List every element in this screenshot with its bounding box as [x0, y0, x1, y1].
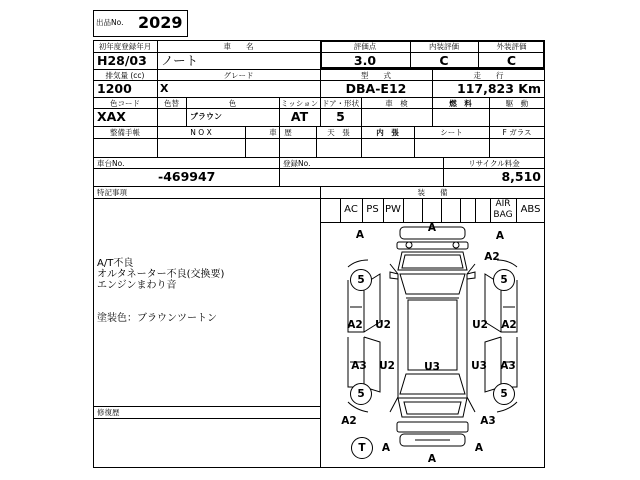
color-code-label: 色コード: [110, 99, 140, 108]
recycle-value: 8,510: [501, 169, 541, 184]
note-line: A/T不良: [97, 258, 134, 269]
interior-value: C: [439, 53, 449, 68]
fuel-label: 燃 料: [449, 99, 472, 108]
score-label: 評価点: [353, 42, 377, 51]
damage-rear-left: A: [381, 442, 391, 454]
doors-value: 5: [336, 109, 345, 124]
damage-left-door-front: A2: [347, 319, 363, 331]
equipment-ps: PS: [366, 204, 379, 215]
tire-front-left: 5: [350, 269, 372, 291]
score-value: 3.0: [353, 53, 377, 68]
transmission-label: ミッション: [280, 99, 319, 108]
damage-rear-right: A: [474, 442, 484, 454]
repair-label: 修復歴: [97, 408, 120, 417]
equipment-ac: AC: [344, 204, 358, 215]
damage-left-door-front-u: U2: [375, 319, 391, 331]
inspection-label: 車 検: [385, 99, 408, 108]
damage-front-center: A: [427, 222, 437, 234]
displacement-label: 排気量 (cc): [105, 71, 145, 80]
color-label: 色: [228, 99, 237, 108]
chassis-label: 車台No.: [97, 159, 125, 168]
damage-right-rear-door: A3: [500, 360, 516, 372]
grade-label: グレード: [223, 71, 254, 80]
tire-rear-left: 5: [350, 383, 372, 405]
notes-label: 特記事項: [97, 188, 127, 197]
damage-right-door-front: A2: [501, 319, 517, 331]
model-value: DBA-E12: [345, 81, 407, 96]
manual-label: 整備手帳: [110, 128, 140, 137]
equipment-label: 装 備: [417, 188, 448, 197]
lot-number: 2029: [138, 13, 183, 32]
mileage-label: 走 行: [473, 71, 504, 80]
damage-left-rear-door-u: U2: [379, 360, 395, 372]
damage-front-right: A: [495, 230, 505, 242]
damage-left-quarter: A2: [341, 415, 357, 427]
color-value: ブラウン: [190, 112, 222, 121]
tire-front-right: 5: [493, 269, 515, 291]
damage-rear-center: A: [427, 453, 437, 465]
note-line: オルタネーター不良(交換要): [97, 269, 225, 280]
transmission-value: AT: [290, 109, 309, 124]
nox-label: N O X: [190, 128, 212, 137]
history-label: 車 歴: [269, 128, 292, 137]
tire-spare: T: [351, 437, 373, 459]
lot-label: 出品No.: [96, 18, 124, 27]
chassis-value: -469947: [158, 169, 216, 184]
mileage-value: 117,823 Km: [457, 81, 541, 96]
recycle-label: リサイクル料金: [468, 159, 520, 168]
damage-right-rear-door-u: U3: [471, 360, 487, 372]
drive-label: 駆 動: [505, 99, 529, 108]
doors-label: ドア・形状: [321, 99, 360, 108]
note-line: 塗装色：ブラウンツートン: [97, 313, 217, 324]
seat-label: シート: [440, 128, 463, 137]
glass-label: F ガラス: [502, 128, 532, 137]
damage-front-left: A: [355, 229, 365, 241]
damage-right-door-front-u: U2: [472, 319, 488, 331]
equipment-abs: ABS: [520, 204, 541, 215]
displacement-value: 1200: [97, 81, 132, 96]
year-value: H28/03: [97, 53, 147, 68]
year-label: 初年度登録年月: [98, 42, 152, 51]
note-line: エンジンまわり音: [97, 280, 177, 291]
car-diagram: [320, 222, 545, 468]
reg-label: 登録No.: [283, 159, 311, 168]
interior-trim-label: 内 張: [376, 128, 399, 137]
equipment-pw: PW: [385, 204, 401, 215]
damage-right-quarter: A3: [480, 415, 496, 427]
color-code-value: XAX: [97, 109, 126, 124]
damage-right-fender: A2: [484, 251, 500, 263]
name-value: ノート: [161, 53, 199, 68]
name-label: 車 名: [223, 42, 254, 51]
model-label: 型 式: [361, 71, 391, 80]
equipment-airbag: AIR BAG: [493, 199, 513, 220]
grade-value: X: [160, 82, 169, 95]
exterior-value: C: [506, 53, 517, 68]
exterior-label: 外装評価: [496, 42, 527, 51]
color-change-label: 色替: [164, 99, 179, 108]
damage-left-rear-door: A3: [351, 360, 367, 372]
interior-label: 内装評価: [429, 42, 459, 51]
tire-rear-right: 5: [493, 383, 515, 405]
ceiling-label: 天 張: [327, 128, 350, 137]
damage-roof: U3: [424, 361, 440, 373]
